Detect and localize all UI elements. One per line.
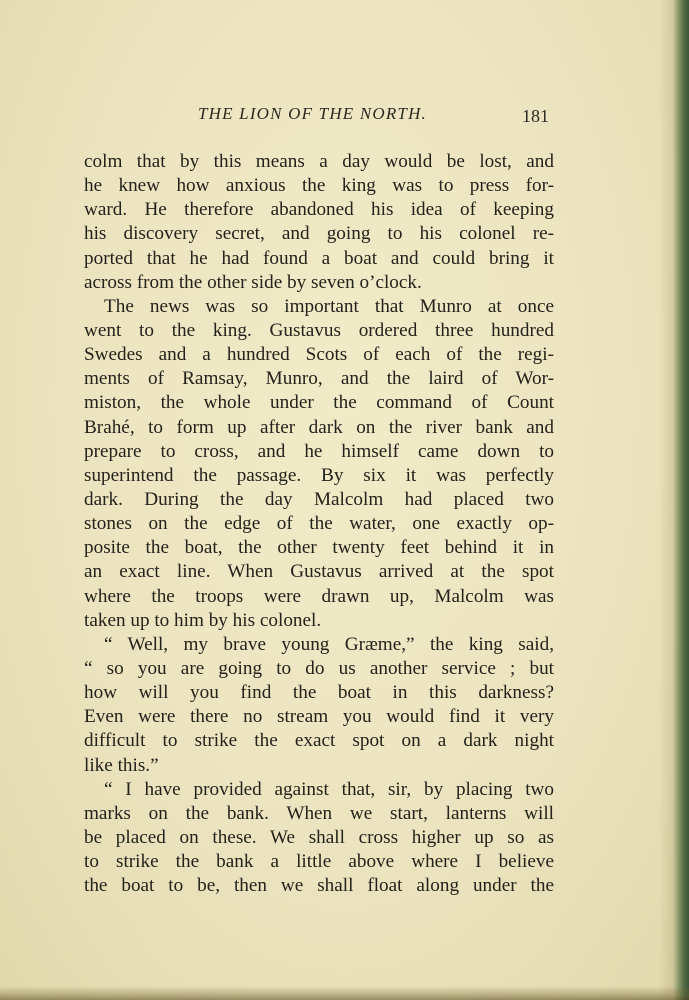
text-line: Even were there no stream you would find it very	[84, 706, 554, 728]
text-line: his discovery secret, and going to his colonel re-	[84, 223, 554, 245]
text-line: went to the king. Gustavus ordered three hundred	[84, 319, 554, 341]
text-line: posite the boat, the other twenty feet behind it in	[84, 537, 554, 559]
text-line: The news was so important that Munro at once	[104, 295, 554, 317]
text-line: like this.”	[84, 754, 159, 776]
binding-shadow	[659, 0, 673, 1000]
book-binding-edge	[673, 0, 689, 1000]
text-line: “ so you are going to do us another service ; but	[84, 657, 554, 679]
text-line: “ Well, my brave young Græme,” the king said,	[104, 633, 554, 655]
running-title: THE LION OF THE NORTH.	[198, 104, 428, 123]
text-line: “ I have provided against that, sir, by placing two	[104, 778, 554, 800]
text-line: miston, the whole under the command of Count	[84, 392, 554, 414]
text-line: ments of Ramsay, Munro, and the laird of Wor-	[84, 368, 554, 390]
text-line: across from the other side by seven o’clock.	[84, 271, 422, 293]
text-line: difficult to strike the exact spot on a dark night	[84, 730, 554, 752]
text-line: colm that by this means a day would be lost, and	[84, 151, 554, 172]
text-line: taken up to him by his colonel.	[84, 609, 322, 631]
page-header	[0, 104, 689, 132]
text-line: superintend the passage. By six it was perfectly	[84, 464, 554, 486]
text-line: he knew how anxious the king was to press for-	[84, 175, 554, 197]
text-line: stones on the edge of the water, one exactly op-	[84, 513, 554, 535]
text-line: prepare to cross, and he himself came down to	[84, 440, 554, 462]
text-line: be placed on these. We shall cross higher up so as	[84, 826, 554, 848]
text-line: ward. He therefore abandoned his idea of keeping	[84, 199, 554, 221]
page-number: 181	[522, 106, 549, 126]
text-line: how will you find the boat in this darkness?	[84, 682, 554, 704]
text-line: the boat to be, then we shall float along under the	[84, 875, 554, 897]
text-line: dark. During the day Malcolm had placed two	[84, 488, 554, 510]
text-line: Brahé, to form up after dark on the river bank and	[84, 416, 554, 438]
page-bottom-edge	[0, 986, 689, 1000]
text-line: where the troops were drawn up, Malcolm was	[84, 585, 554, 607]
text-line: to strike the bank a little above where I believe	[84, 851, 554, 873]
text-line: an exact line. When Gustavus arrived at the spot	[84, 561, 554, 583]
text-line: ported that he had found a boat and could bring it	[84, 247, 554, 269]
body-text	[84, 150, 554, 898]
text-line: marks on the bank. When we start, lanterns will	[84, 802, 554, 824]
text-line: Swedes and a hundred Scots of each of the regi-	[84, 344, 554, 366]
